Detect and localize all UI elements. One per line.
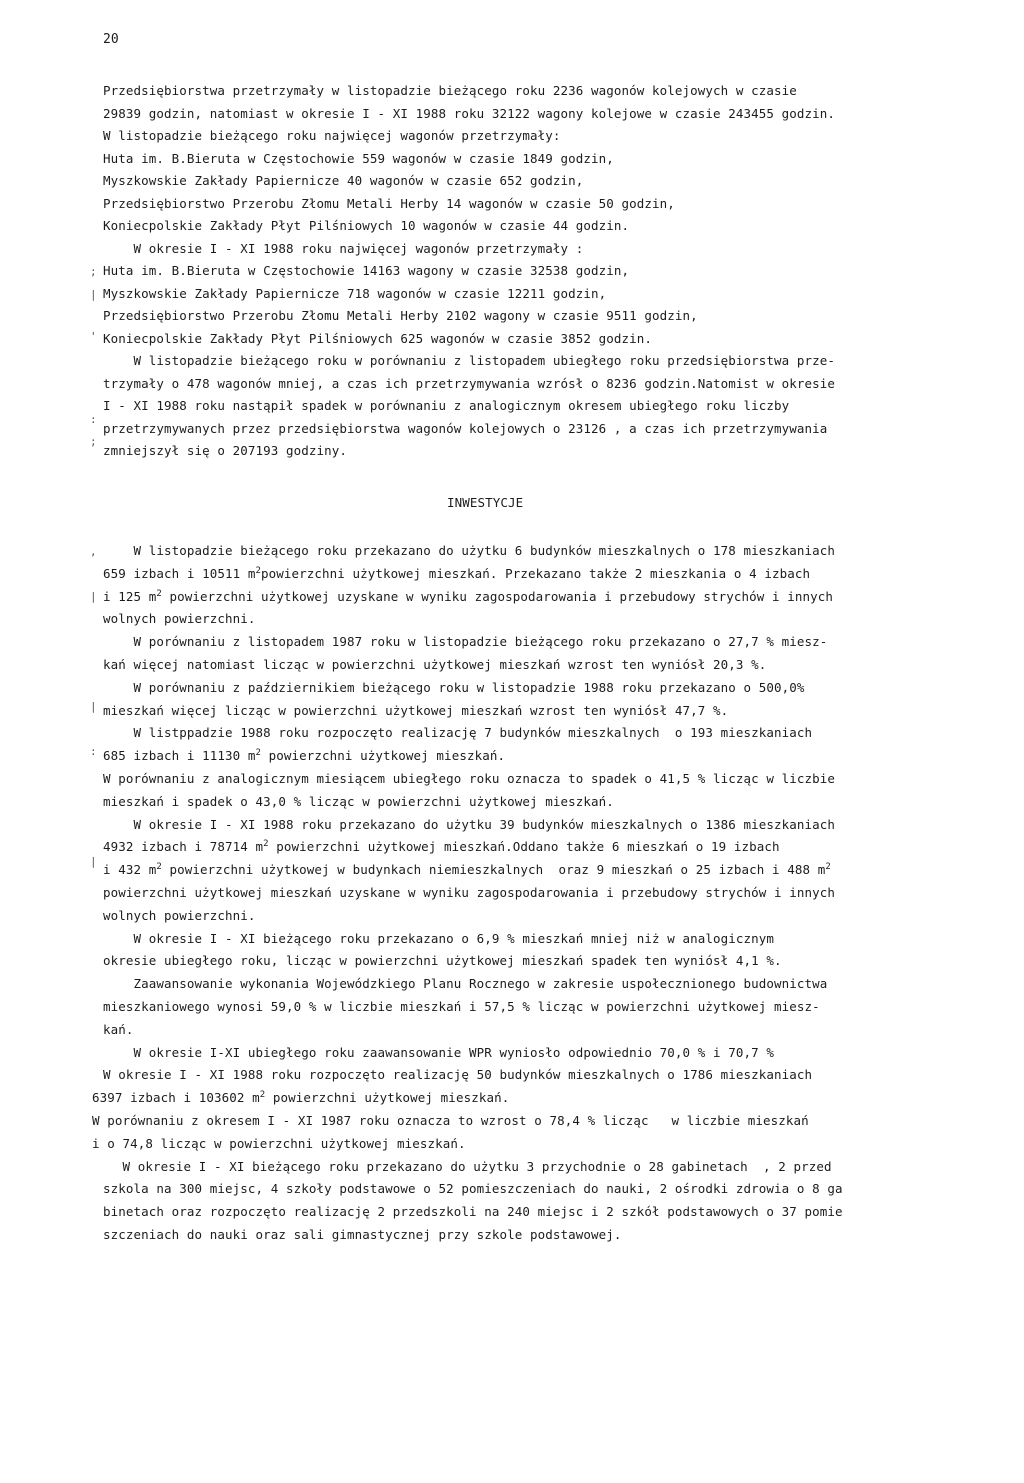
text-line: W porównaniu z analogicznym miesiącem ubiegłego roku oznacza to spadek o 41,5 % licząc w liczbie [103,771,836,786]
text-line: zmniejszył się o 207193 godziny. [103,443,348,458]
margin-mark: : [90,745,97,758]
text-line: powierzchni użytkowej mieszkań uzyskane w wyniku zagospodarowania i przebudowy strychów i innych [103,885,836,900]
text-line: i o 74,8 licząc w powierzchni użytkowej mieszkań. [92,1136,466,1151]
text-line: W okresie I - XI bieżącego roku przekazano o 6,9 % mieszkań mniej niż w analogicznym [103,931,775,946]
text-line: Koniecpolskie Zakłady Płyt Pilśniowych 10 wagonów w czasie 44 godzin. [103,218,630,233]
text-line: mieszkaniowego wynosi 59,0 % w liczbie mieszkań i 57,5 % licząc w powierzchni użytkowej miesz- [103,999,820,1014]
text-line: kań. [103,1022,134,1037]
text-line: Myszkowskie Zakłady Papiernicze 718 wagonów w czasie 12211 godzin, [103,286,607,301]
text-line: 4932 izbach i 78714 $m^2$ powierzchni użytkowej mieszkań.Oddano także 6 mieszkań o 19 izbach [103,839,780,854]
text-line: Huta im. B.Bieruta w Częstochowie 559 wagonów w czasie 1849 godzin, [103,151,614,166]
text-line: Koniecpolskie Zakłady Płyt Pilśniowych 625 wagonów w czasie 3852 godzin. [103,331,653,346]
text-line: W porównaniu z listopadem 1987 roku w listopadzie bieżącego roku przekazano o 27,7 % miesz- [103,634,828,649]
margin-mark: : [90,413,97,426]
text-line: Przedsiębiorstwa przetrzymały w listopadzie bieżącego roku 2236 wagonów kolejowych w czasie [103,83,797,98]
text-line: W porównaniu z październikiem bieżącego roku w listopadzie 1988 roku przekazano o 500,0% [103,680,805,695]
text-line: W listopadzie bieżącego roku w porównaniu z listopadem ubiegłego roku przedsiębiorstwa prze- [103,353,836,368]
text-line: W listopadzie bieżącego roku najwięcej wagonów przetrzymały: [103,128,561,143]
margin-mark: | [90,590,97,603]
text-line: W listopadzie bieżącego roku przekazano do użytku 6 budynków mieszkalnych o 178 mieszkaniach [103,543,836,558]
text-line: szkola na 300 miejsc, 4 szkoły podstawowe o 52 pomieszczeniach do nauki, 2 ośrodki zdrowia o 8 ga [103,1181,843,1196]
text-line: binetach oraz rozpoczęto realizację 2 przedszkoli na 240 miejsc i 2 szkół podstawowych o 37 pomie [103,1204,843,1219]
text-line: Zaawansowanie wykonania Wojewódzkiego Planu Rocznego w zakresie uspołecznionego budownictwa [103,976,828,991]
text-line: 6397 izbach i 103602 $m^2$ powierzchni użytkowej mieszkań. [92,1090,510,1105]
text-line: i 125 $m^2$ powierzchni użytkowej uzyskane w wyniku zagospodarowania i przebudowy strychów i innych [103,589,833,604]
text-line: szczeniach do nauki oraz sali gimnastycznej przy szkole podstawowej. [103,1227,622,1242]
text-line: wolnych powierzchni. [103,908,256,923]
text-line: W okresie I - XI 1988 roku przekazano do użytku 39 budynków mieszkalnych o 1386 mieszkaniach [103,817,836,832]
text-line: Myszkowskie Zakłady Papiernicze 40 wagonów w czasie 652 godzin, [103,173,584,188]
margin-mark: | [90,288,97,301]
text-line: 29839 godzin, natomiast w okresie I - XI 1988 roku 32122 wagony kolejowe w czasie 243455 godzin. [103,106,836,121]
text-line: trzymały o 478 wagonów mniej, a czas ich przetrzymywania wzrósł o 8236 godzin.Natomist w okresie [103,376,836,391]
margin-mark: | [90,855,97,868]
text-line: W listppadzie 1988 roku rozpoczęto realizację 7 budynków mieszkalnych o 193 mieszkaniach [103,725,813,740]
margin-mark: ' [90,330,97,343]
margin-mark: | [90,700,97,713]
text-line: W okresie I - XI bieżącego roku przekazano do użytku 3 przychodnie o 28 gabinetach , 2 przed [92,1159,832,1174]
text-line: Przedsiębiorstwo Przerobu Złomu Metali Herby 2102 wagony w czasie 9511 godzin, [103,308,698,323]
text-line: W okresie I-XI ubiegłego roku zaawansowanie WPR wyniosło odpowiednio 70,0 % i 70,7 % [103,1045,775,1060]
margin-mark: ; [90,265,97,278]
text-line: kań więcej natomiast licząc w powierzchni użytkowej mieszkań wzrost ten wyniósł 20,3 %. [103,657,767,672]
section-heading: INWESTYCJE [447,495,524,510]
margin-mark: ; [90,435,97,448]
text-line: Huta im. B.Bieruta w Częstochowie 14163 wagony w czasie 32538 godzin, [103,263,630,278]
text-line: okresie ubiegłego roku, licząc w powierzchni użytkowej mieszkań spadek ten wyniósł 4,1 %. [103,953,782,968]
text-line: 659 izbach i 10511 $m^2powierzchni$ użytkowej mieszkań. Przekazano także 2 mieszkania o 4 izbach [103,566,811,581]
text-line: W okresie I - XI 1988 roku rozpoczęto realizację 50 budynków mieszkalnych o 1786 mieszkaniach [103,1067,813,1082]
page-number: 20 [103,32,119,47]
text-line: W porównaniu z okresem I - XI 1987 roku oznacza to wzrost o 78,4 % licząc w liczbie mieszkań [92,1113,809,1128]
text-line: wolnych powierzchni. [103,611,256,626]
text-line: Przedsiębiorstwo Przerobu Złomu Metali Herby 14 wagonów w czasie 50 godzin, [103,196,675,211]
margin-mark: , [90,545,97,558]
text-line: mieszkań więcej licząc w powierzchni użytkowej mieszkań wzrost ten wyniósł 47,7 %. [103,703,729,718]
text-line: W okresie I - XI 1988 roku najwięcej wagonów przetrzymały : [103,241,584,256]
text-line: przetrzymywanych przez przedsiębiorstwa wagonów kolejowych o 23126 , a czas ich przetrzymywania [103,421,828,436]
text-line: I - XI 1988 roku nastąpił spadek w porównaniu z analogicznym okresem ubiegłego roku liczby [103,398,790,413]
text-line: i 432 $m^2$ powierzchni użytkowej w budynkach niemieszkalnych oraz 9 mieszkań o 25 izbach i 488 $m^2$ [103,862,831,877]
text-line: mieszkań i spadek o 43,0 % licząc w powierzchni użytkowej mieszkań. [103,794,614,809]
text-line: 685 izbach i 11130 $m^2$ powierzchni użytkowej mieszkań. [103,748,506,763]
